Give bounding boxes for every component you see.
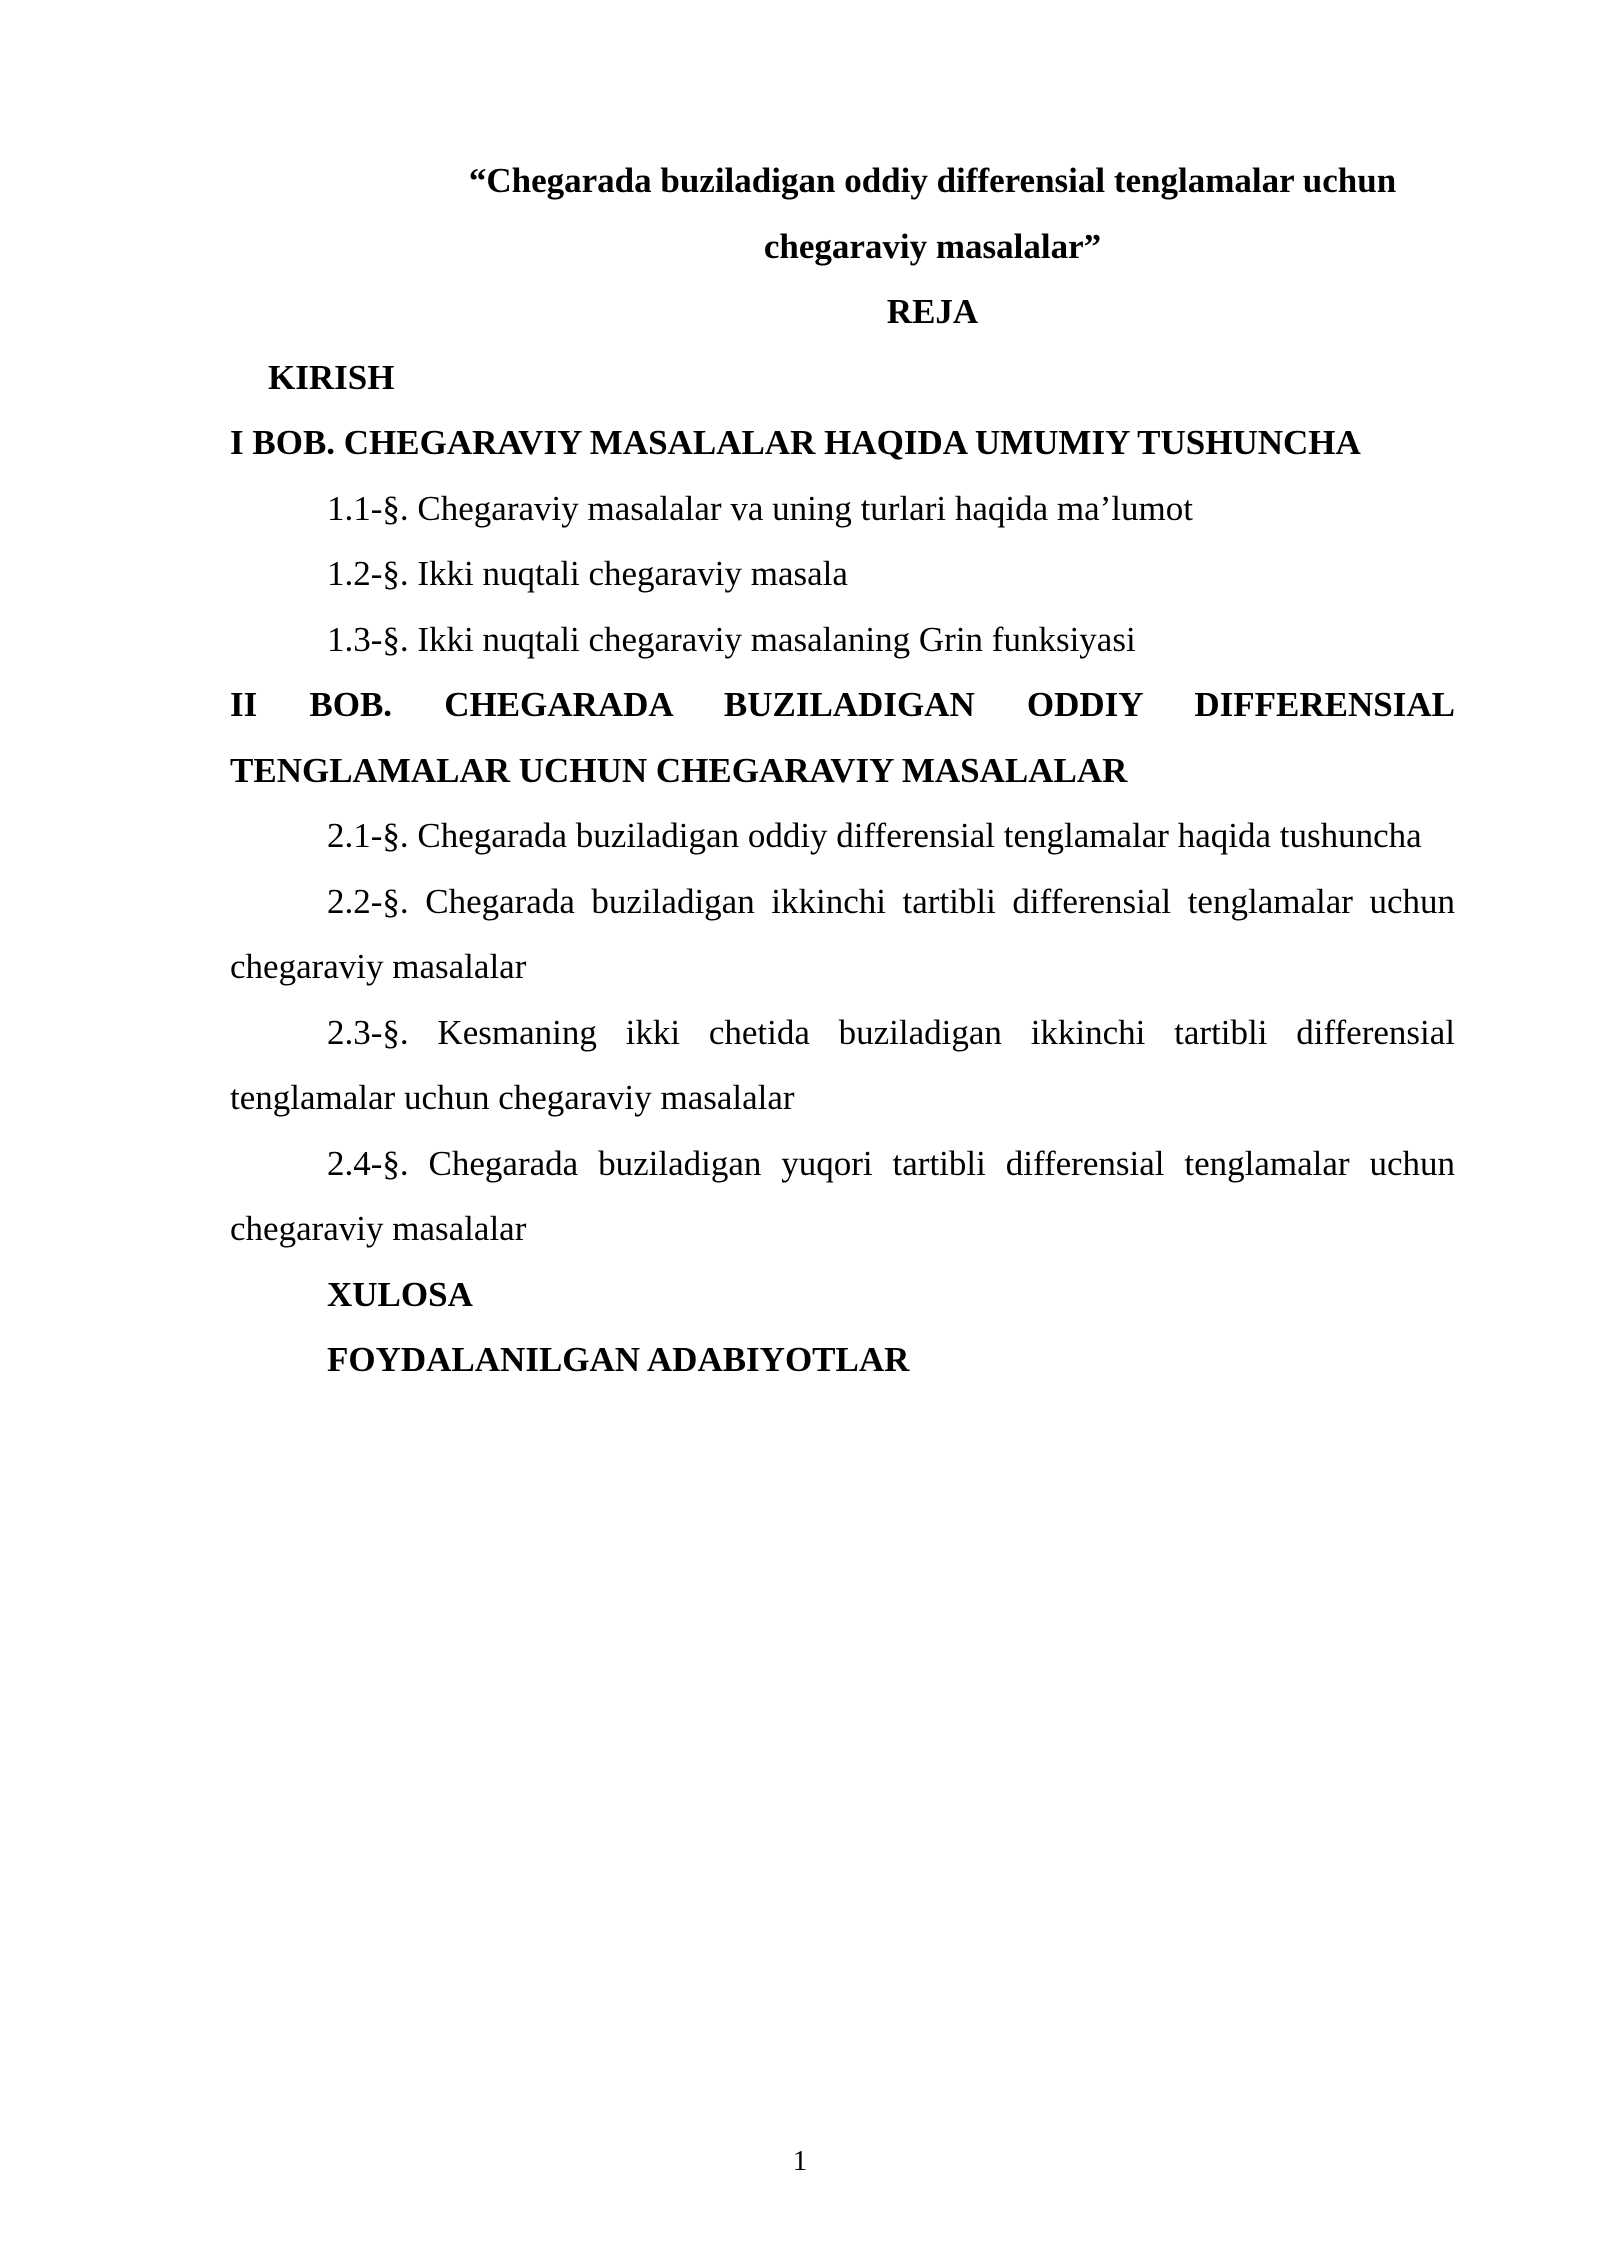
section-2-4: 2.4-§. Chegarada buziladigan yuqori tartibli differensial tenglamalar uchun chegaraviy masalalar [230,1143,1455,1248]
section-2-3: 2.3-§. Kesmaning ikki chetida buziladigan ikkinchi tartibli differensial tenglamalar uchun chegaraviy masalalar [230,1012,1455,1117]
plan-heading: REJA [886,292,979,331]
section-2-1: 2.1-§. Chegarada buziladigan oddiy differensial tenglamalar haqida tushuncha [327,816,1422,855]
section-1-2: 1.2-§. Ikki nuqtali chegaraviy masala [327,554,848,593]
chapter-2-heading: II BOB. CHEGARADA BUZILADIGAN ODDIY DIFFERENSIAL TENGLAMALAR UCHUN CHEGARAVIY MASALALAR [230,685,1455,790]
intro-heading: KIRISH [268,357,395,397]
title-line-2: chegaraviy masalalar” [763,226,1102,266]
chapter-1-heading: I BOB. CHEGARAVIY MASALALAR HAQIDA UMUMIY TUSHUNCHA [230,423,1361,462]
section-2-2: 2.2-§. Chegarada buziladigan ikkinchi tartibli differensial tenglamalar uchun chegaraviy masalalar [230,881,1455,986]
document-body [230,148,1455,1393]
section-1-1: 1.1-§. Chegaraviy masalalar va uning turlari haqida ma’lumot [327,488,1193,528]
section-1-3: 1.3-§. Ikki nuqtali chegaraviy masalaning Grin funksiyasi [327,619,1136,659]
page-number: 1 [792,2145,808,2177]
document-title [230,148,1455,279]
references-heading: FOYDALANILGAN ADABIYOTLAR [327,1340,910,1379]
title-line-1: “Chegarada buziladigan oddiy differensial tenglamalar uchun [468,161,1397,200]
conclusion-heading: XULOSA [327,1274,473,1314]
